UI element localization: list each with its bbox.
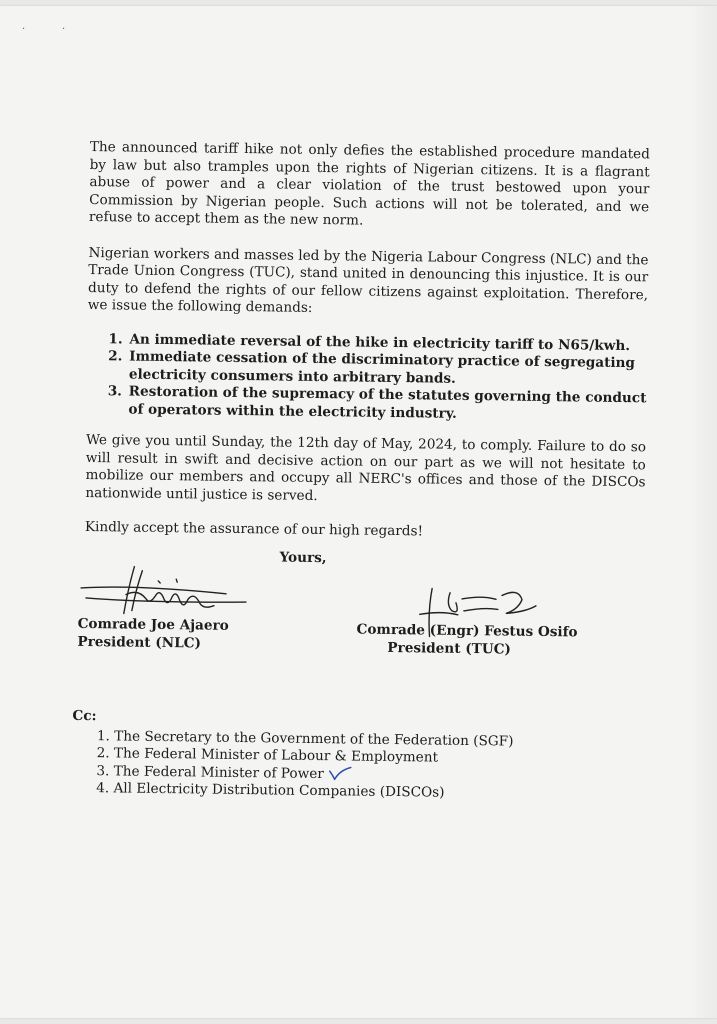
signatory-name: Comrade Joe Ajaero (77, 615, 229, 634)
yours-salutation: Yours, (279, 549, 327, 566)
letter-page (0, 6, 717, 1018)
signatory-title: President (NLC) (77, 633, 202, 652)
paragraph-deadline: We give you until Sunday, the 12th day of May, 2024, to comply. Failure to do so will result in swift and decisive action on our part as we will not hesitate to mobilize our members and occupy all NERC's offices and those of the DISCOs nationwide until justice is served. (85, 431, 647, 504)
signature-block (77, 568, 644, 685)
cc-item: 4. All Electricity Distribution Companies (DISCOs) (113, 780, 641, 804)
letter-body (72, 139, 650, 805)
checkmark-icon (328, 766, 352, 780)
scan-speck: · (62, 24, 66, 35)
cc-item-text: The Federal Minister of Power (113, 762, 324, 782)
paragraph-united: Nigerian workers and masses led by the Nigeria Labour Congress (NLC) and the Trade Union Congress (TUC), stand united in denouncing this injustice. It is our duty to defend the rights of our fellow citizens against exploitation. Therefore, we issue the following demands: (87, 244, 649, 316)
paragraph-tariff-hike: The announced tariff hike not only defies the established procedure mandated by law but also tramples upon the rights of Nigerian citizens. It is a flagrant abuse of power and a clear violation of the trust bestowed upon your Commission by Nigerian people. Such actions will not be tolerated, and we refuse to accept them as the new norm. (88, 139, 650, 229)
scan-speck: · (22, 24, 26, 35)
demand-item: 2. Immediate cessation of the discriminatory practice of segregating electricity consumers into arbitrary bands. (127, 349, 647, 391)
closing-line: Kindly accept the assurance of our high regards! (84, 518, 424, 540)
signatory-title: President (TUC) (387, 639, 512, 658)
cc-item: 1. The Secretary to the Government of the Federation (SGF) (114, 728, 642, 752)
signatory-name: Comrade (Engr) Festus Osifo (356, 621, 578, 641)
cc-item: 2. The Federal Minister of Labour & Employment (114, 745, 642, 769)
signature-ajaero (76, 558, 257, 620)
cc-label: Cc: (72, 707, 97, 725)
demands-list (86, 330, 647, 425)
cc-list (81, 727, 642, 804)
demand-item: 3. Restoration of the supremacy of the statutes governing the conduct of operators within the electricity industry. (126, 384, 646, 426)
demand-item: 1. An immediate reversal of the hike in electricity tariff to N65/kwh. (127, 331, 647, 355)
